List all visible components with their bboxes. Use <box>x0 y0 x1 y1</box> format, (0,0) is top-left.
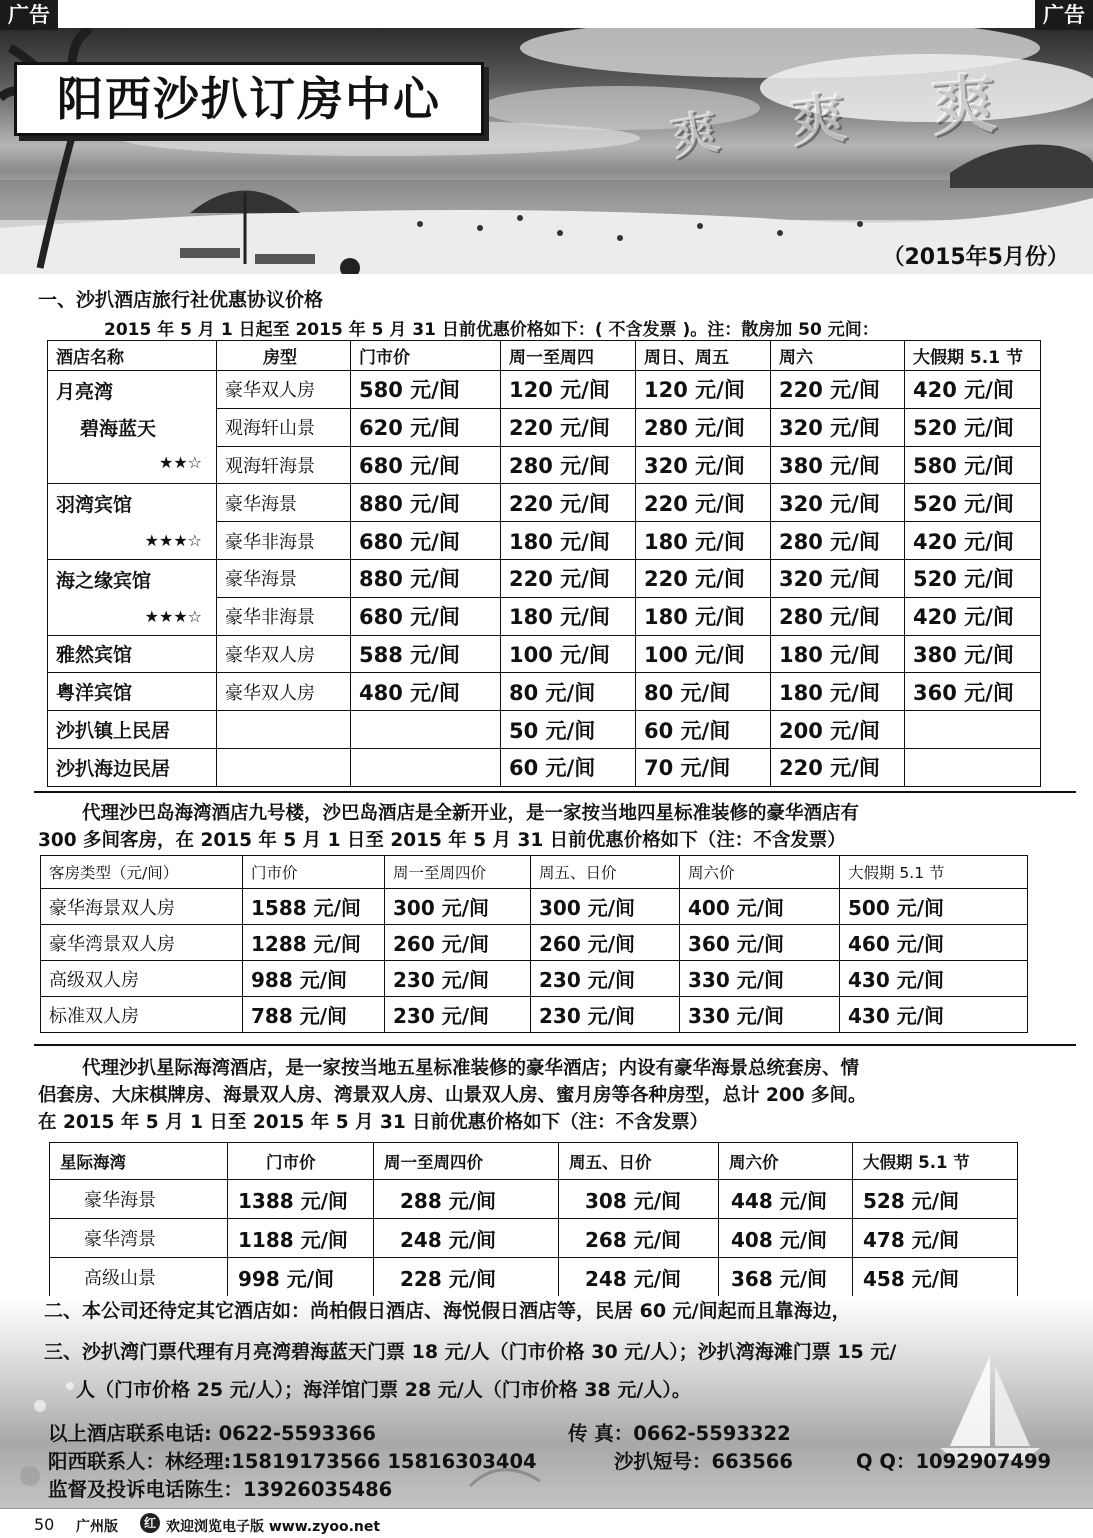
room-type: 豪华非海景 <box>217 597 351 635</box>
price-cell: 360 元/间 <box>905 673 1041 711</box>
price-cell: 248 元/间 <box>374 1219 559 1258</box>
title-box <box>14 62 484 136</box>
col-header: 大假期 5.1 节 <box>853 1143 1018 1180</box>
hotel-cell <box>48 484 217 560</box>
room-type: 豪华海景 <box>217 559 351 597</box>
price-cell: 1588 元/间 <box>243 889 385 925</box>
col-header: 周五、日价 <box>531 856 680 889</box>
price-cell: 430 元/间 <box>840 997 1028 1033</box>
price-cell: 288 元/间 <box>374 1180 559 1219</box>
red-badge-icon: 红 <box>140 1513 160 1533</box>
room-type: 豪华海景双人房 <box>41 889 243 925</box>
price-cell <box>351 748 501 786</box>
price-cell: 220 元/间 <box>771 748 905 786</box>
price-cell: 620 元/间 <box>351 408 501 446</box>
col-header: 酒店名称 <box>48 341 217 371</box>
price-cell: 280 元/间 <box>636 408 771 446</box>
price-cell: 460 元/间 <box>840 925 1028 961</box>
hotel-stars: ★★★☆ <box>144 606 202 626</box>
col-header: 大假期 5.1 节 <box>840 856 1028 889</box>
price-cell: 330 元/间 <box>680 997 840 1033</box>
price-cell: 368 元/间 <box>719 1258 853 1297</box>
price-cell: 580 元/间 <box>905 446 1041 484</box>
price-cell: 1388 元/间 <box>228 1180 374 1219</box>
table-row <box>50 1258 1018 1297</box>
room-type: 高级山景 <box>50 1258 228 1297</box>
hotel-name: 羽湾宾馆 <box>56 494 133 517</box>
slogan-char-1: 爽 <box>666 103 724 167</box>
section3-intro-line1: 代理沙扒星际海湾酒店，是一家按当地五星标准装修的豪华酒店；内设有豪华海景总统套房、情 <box>82 1058 860 1079</box>
price-cell: 280 元/间 <box>771 597 905 635</box>
hotel-name: 沙扒镇上民居 <box>48 711 217 749</box>
col-header: 周六 <box>771 341 905 371</box>
price-cell: 268 元/间 <box>559 1219 719 1258</box>
price-cell: 280 元/间 <box>501 446 636 484</box>
price-cell: 588 元/间 <box>351 635 501 673</box>
other-hotels-line: 二、本公司还待定其它酒店如：尚柏假日酒店、海悦假日酒店等，民居 60 元/间起而且靠海边， <box>44 1300 851 1322</box>
price-cell: 520 元/间 <box>905 559 1041 597</box>
table-row <box>48 748 1041 786</box>
room-type: 豪华双人房 <box>217 673 351 711</box>
welcome-text: 欢迎浏览电子版 www.zyoo.net <box>166 1519 381 1535</box>
section1-heading: 一、沙扒酒店旅行社优惠协议价格 <box>38 289 324 311</box>
section2-intro-line2: 300 多间客房，在 2015 年 5 月 1 日至 2015 年 5 月 31 日前优惠价格如下（注：不含发票） <box>38 830 846 851</box>
price-cell: 458 元/间 <box>853 1258 1018 1297</box>
col-header: 周六价 <box>680 856 840 889</box>
col-header: 周一至周四 <box>501 341 636 371</box>
col-header: 周五、日价 <box>559 1143 719 1180</box>
price-cell: 1288 元/间 <box>243 925 385 961</box>
table-row <box>48 559 1041 597</box>
price-cell: 200 元/间 <box>771 711 905 749</box>
edition-label: 广州版 <box>76 1519 118 1535</box>
price-cell: 180 元/间 <box>501 597 636 635</box>
price-cell: 120 元/间 <box>636 371 771 409</box>
complaint-phone: 监督及投诉电话陈生：13926035486 <box>48 1478 393 1501</box>
price-cell: 420 元/间 <box>905 371 1041 409</box>
table-header-row <box>50 1143 1018 1180</box>
table-header-row <box>41 856 1028 889</box>
hotel-stars: ★★☆ <box>158 453 202 472</box>
price-cell: 520 元/间 <box>905 484 1041 522</box>
col-header: 周六价 <box>719 1143 853 1180</box>
price-cell: 320 元/间 <box>771 559 905 597</box>
section2-intro-line1: 代理沙巴岛海湾酒店九号楼，沙巴岛酒店是全新开业，是一家按当地四星标准装修的豪华酒店有 <box>82 803 860 824</box>
header-banner <box>0 28 1093 274</box>
price-cell: 220 元/间 <box>636 559 771 597</box>
price-cell: 308 元/间 <box>559 1180 719 1219</box>
section1-note: 2015 年 5 月 1 日起至 2015 年 5 月 31 日前优惠价格如下：( 不含发票 )。注：散房加 50 元间： <box>104 320 879 340</box>
hotel-cell <box>48 371 217 484</box>
slogan-char-3: 爽 <box>927 63 1000 147</box>
price-cell: 320 元/间 <box>771 484 905 522</box>
price-cell: 100 元/间 <box>636 635 771 673</box>
qq-number: Q Q：1092907499 <box>856 1450 1052 1473</box>
price-cell: 80 元/间 <box>501 673 636 711</box>
price-cell: 320 元/间 <box>771 408 905 446</box>
room-type: 观海轩山景 <box>217 408 351 446</box>
price-cell: 360 元/间 <box>680 925 840 961</box>
col-header: 客房类型（元/间） <box>41 856 243 889</box>
price-cell: 580 元/间 <box>351 371 501 409</box>
section1-price-table <box>47 340 1041 787</box>
hotel-name-2: 碧海蓝天 <box>80 418 157 440</box>
price-cell <box>905 748 1041 786</box>
section2-price-table <box>40 855 1028 1033</box>
table-header-row <box>48 341 1041 371</box>
price-cell <box>905 711 1041 749</box>
room-type: 观海轩海景 <box>217 446 351 484</box>
price-cell: 260 元/间 <box>385 925 531 961</box>
room-type: 豪华海景 <box>50 1180 228 1219</box>
col-header: 门市价 <box>228 1143 374 1180</box>
col-header: 房型 <box>217 341 351 371</box>
table-row <box>50 1219 1018 1258</box>
section3-price-table <box>49 1142 1018 1297</box>
section-divider <box>34 1044 1076 1046</box>
price-cell: 320 元/间 <box>636 446 771 484</box>
ad-tag-right: 广告 <box>1035 0 1093 30</box>
price-cell: 180 元/间 <box>771 673 905 711</box>
price-cell: 220 元/间 <box>636 484 771 522</box>
price-cell: 478 元/间 <box>853 1219 1018 1258</box>
price-cell: 400 元/间 <box>680 889 840 925</box>
price-cell: 880 元/间 <box>351 484 501 522</box>
price-cell: 880 元/间 <box>351 559 501 597</box>
price-cell: 100 元/间 <box>501 635 636 673</box>
table-row <box>48 484 1041 522</box>
hotel-cell <box>48 559 217 635</box>
hotel-name: 月亮湾 <box>56 381 114 403</box>
hotel-name: 粤洋宾馆 <box>48 673 217 711</box>
hotel-phone: 以上酒店联系电话: 0622-5593366 <box>48 1422 376 1445</box>
col-header: 大假期 5.1 节 <box>905 341 1041 371</box>
price-cell: 420 元/间 <box>905 597 1041 635</box>
col-header: 周日、周五 <box>636 341 771 371</box>
price-cell: 220 元/间 <box>501 559 636 597</box>
ad-tag-left: 广告 <box>0 0 58 30</box>
page-number: 50 <box>34 1515 55 1534</box>
price-cell: 120 元/间 <box>501 371 636 409</box>
price-cell: 680 元/间 <box>351 597 501 635</box>
price-cell: 430 元/间 <box>840 961 1028 997</box>
section2-intro <box>38 800 1078 854</box>
price-cell: 230 元/间 <box>531 997 680 1033</box>
room-type <box>217 748 351 786</box>
room-type: 豪华湾景 <box>50 1219 228 1258</box>
room-type: 豪华非海景 <box>217 522 351 560</box>
price-cell: 60 元/间 <box>501 748 636 786</box>
table-row <box>41 925 1028 961</box>
tickets-line-2: 人（门市价格 25 元/人）；海洋馆门票 28 元/人（门市价格 38 元/人）。 <box>76 1379 691 1401</box>
room-type <box>217 711 351 749</box>
table-row <box>48 711 1041 749</box>
yangxi-contact: 阳西联系人：林经理:15819173566 15816303404 <box>48 1450 537 1473</box>
col-header: 星际海湾 <box>50 1143 228 1180</box>
page-title: 阳西沙扒订房中心 <box>57 72 441 126</box>
room-type: 标准双人房 <box>41 997 243 1033</box>
hotel-name: 雅然宾馆 <box>48 635 217 673</box>
price-cell: 228 元/间 <box>374 1258 559 1297</box>
price-cell: 80 元/间 <box>636 673 771 711</box>
section3-intro <box>38 1055 1078 1136</box>
price-cell: 330 元/间 <box>680 961 840 997</box>
table-row <box>41 997 1028 1033</box>
col-header: 周一至周四价 <box>385 856 531 889</box>
hotel-stars: ★★★☆ <box>144 531 202 551</box>
price-cell: 300 元/间 <box>385 889 531 925</box>
price-cell: 180 元/间 <box>771 635 905 673</box>
price-cell: 680 元/间 <box>351 446 501 484</box>
price-cell: 180 元/间 <box>636 597 771 635</box>
price-cell: 380 元/间 <box>905 635 1041 673</box>
month-label: （2015年5月份） <box>882 245 1069 270</box>
price-cell: 988 元/间 <box>243 961 385 997</box>
tickets-line-1: 三、沙扒湾门票代理有月亮湾碧海蓝天门票 18 元/人（门市价格 30 元/人）；沙扒湾海滩门票 15 元/ <box>44 1341 897 1363</box>
price-cell: 500 元/间 <box>840 889 1028 925</box>
section3-intro-line2: 侣套房、大床棋牌房、海景双人房、湾景双人房、山景双人房、蜜月房等各种房型，总计 200 多间。 <box>38 1085 867 1106</box>
price-cell: 180 元/间 <box>501 522 636 560</box>
price-cell: 448 元/间 <box>719 1180 853 1219</box>
price-cell <box>351 711 501 749</box>
room-type: 豪华双人房 <box>217 635 351 673</box>
price-cell: 50 元/间 <box>501 711 636 749</box>
price-cell: 300 元/间 <box>531 889 680 925</box>
col-header: 门市价 <box>243 856 385 889</box>
price-cell: 230 元/间 <box>385 997 531 1033</box>
table-row <box>41 889 1028 925</box>
hotel-name: 海之缘宾馆 <box>56 569 152 592</box>
table-row <box>41 961 1028 997</box>
room-type: 豪华双人房 <box>217 371 351 409</box>
price-cell: 520 元/间 <box>905 408 1041 446</box>
price-cell: 788 元/间 <box>243 997 385 1033</box>
price-cell: 1188 元/间 <box>228 1219 374 1258</box>
price-cell: 180 元/间 <box>636 522 771 560</box>
price-cell: 60 元/间 <box>636 711 771 749</box>
price-cell: 528 元/间 <box>853 1180 1018 1219</box>
table-row <box>48 635 1041 673</box>
col-header: 门市价 <box>351 341 501 371</box>
price-cell: 998 元/间 <box>228 1258 374 1297</box>
table-row <box>50 1180 1018 1219</box>
col-header: 周一至周四价 <box>374 1143 559 1180</box>
price-cell: 230 元/间 <box>531 961 680 997</box>
price-cell: 680 元/间 <box>351 522 501 560</box>
price-cell: 220 元/间 <box>771 371 905 409</box>
room-type: 豪华湾景双人房 <box>41 925 243 961</box>
slogan-char-2: 爽 <box>787 84 850 156</box>
price-cell: 248 元/间 <box>559 1258 719 1297</box>
slogan <box>660 52 1060 172</box>
fax: 传 真：0662-5593322 <box>568 1422 791 1445</box>
section-divider <box>34 791 1076 793</box>
price-cell: 230 元/间 <box>385 961 531 997</box>
price-cell: 420 元/间 <box>905 522 1041 560</box>
price-cell: 260 元/间 <box>531 925 680 961</box>
section3-intro-line3: 在 2015 年 5 月 1 日至 2015 年 5 月 31 日前优惠价格如下（注：不含发票） <box>38 1112 709 1133</box>
price-cell: 70 元/间 <box>636 748 771 786</box>
price-cell: 280 元/间 <box>771 522 905 560</box>
hotel-name: 沙扒海边民居 <box>48 748 217 786</box>
room-type: 高级双人房 <box>41 961 243 997</box>
room-type: 豪华海景 <box>217 484 351 522</box>
price-cell: 220 元/间 <box>501 484 636 522</box>
table-row <box>48 371 1041 409</box>
price-cell: 480 元/间 <box>351 673 501 711</box>
page-footer <box>0 1508 1093 1538</box>
short-number: 沙扒短号：663566 <box>614 1450 793 1473</box>
table-row <box>48 673 1041 711</box>
price-cell: 220 元/间 <box>501 408 636 446</box>
price-cell: 408 元/间 <box>719 1219 853 1258</box>
price-cell: 380 元/间 <box>771 446 905 484</box>
